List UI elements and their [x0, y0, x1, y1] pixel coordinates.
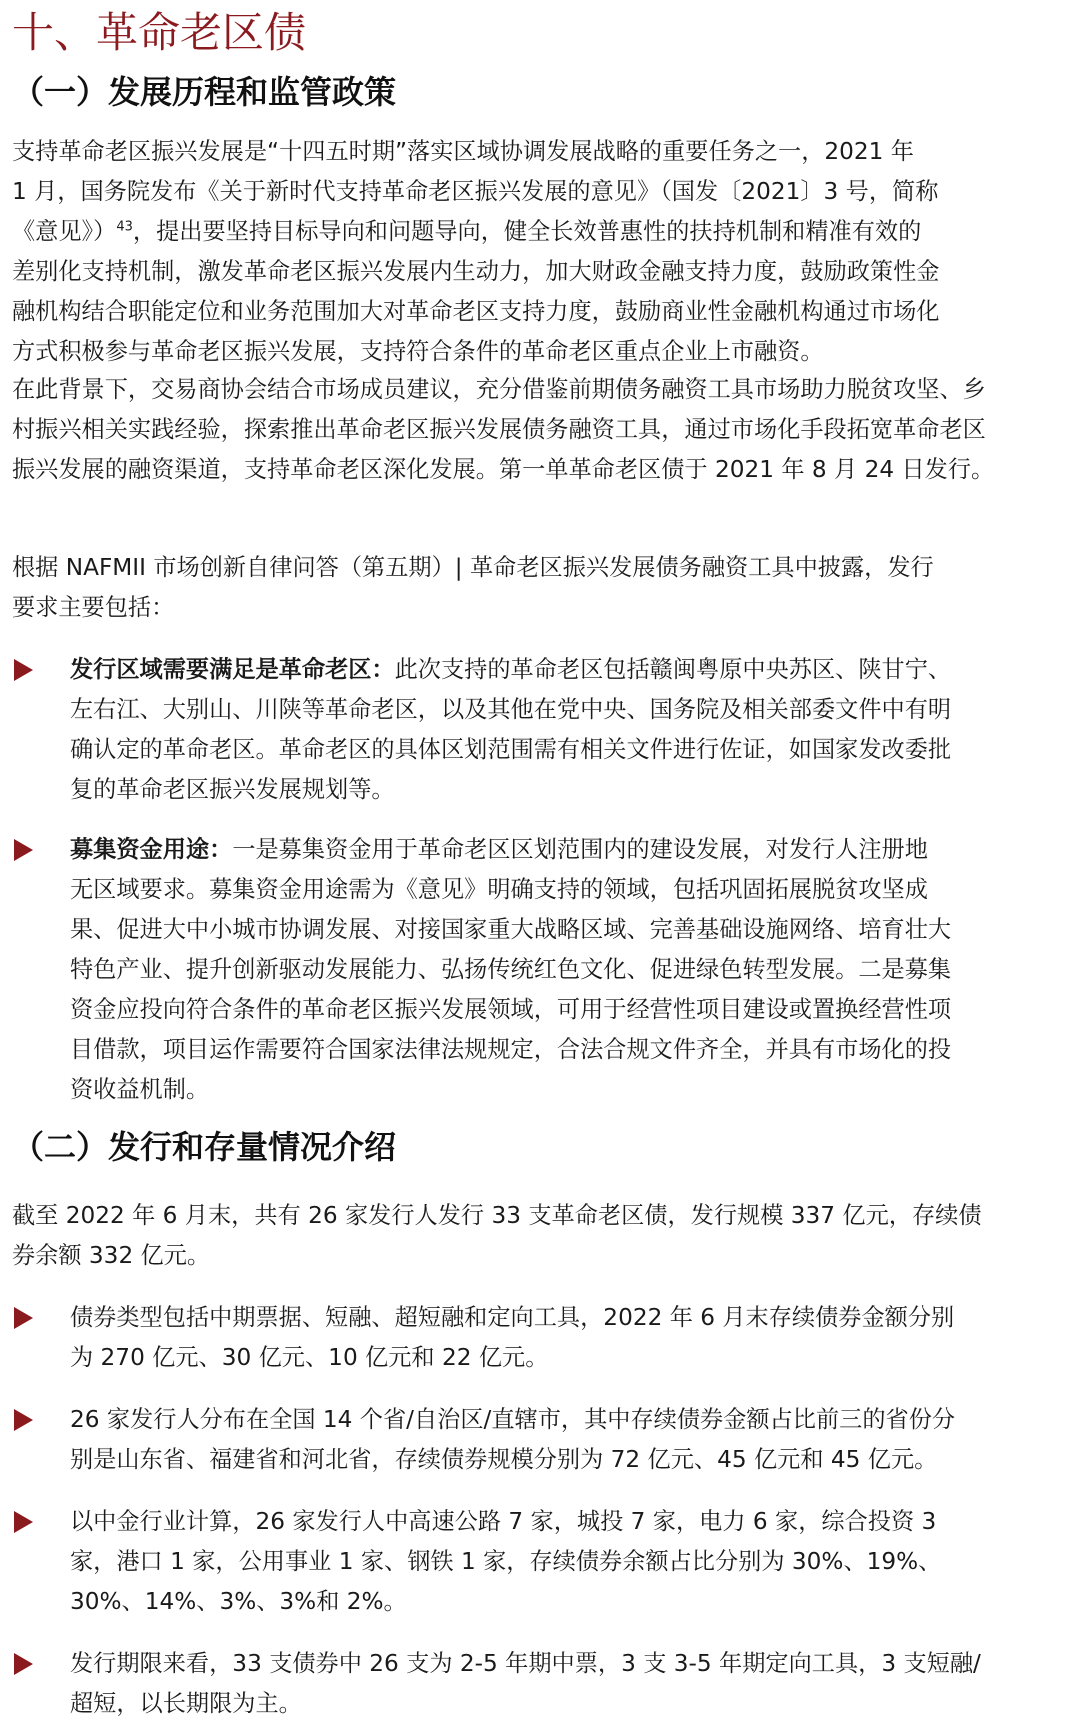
bullet-arrow-icon	[14, 1307, 33, 1329]
text-line: 资收益机制。	[70, 1076, 210, 1103]
text-fragment: ，提出要坚持目标导向和问题导向，健全长效普惠性的扶持机制和精准有效的	[132, 218, 922, 245]
text-fragment: 此次支持的革命老区包括赣闽粤原中央苏区、陕甘宁、	[394, 656, 952, 683]
text-line: 券余额 332 亿元。	[12, 1242, 211, 1269]
section1-paragraph-2	[12, 370, 1072, 490]
bullet-arrow-icon	[14, 659, 33, 681]
bullet-text	[70, 1298, 1080, 1378]
bullet-arrow-icon	[14, 1409, 33, 1431]
text-line: 方式积极参与革命老区振兴发展，支持符合条件的革命老区重点企业上市融资。	[12, 338, 824, 365]
text-line: 发行期限来看，33 支债券中 26 支为 2-5 年期中票，3 支 3-5 年期定向工具，3 支短融/	[70, 1650, 981, 1677]
text-line: 村振兴相关实践经验，探索推出革命老区振兴发展债务融资工具，通过市场化手段拓宽革命老区	[12, 416, 986, 443]
text-line: 复的革命老区振兴发展规划等。	[70, 776, 395, 803]
text-line: 资金应投向符合条件的革命老区振兴发展领域，可用于经营性项目建设或置换经营性项	[70, 996, 952, 1023]
section1-paragraph-1	[12, 132, 1072, 372]
text-line: 超短，以长期限为主。	[70, 1690, 302, 1717]
text-line: 融机构结合职能定位和业务范围加大对革命老区支持力度，鼓励商业性金融机构通过市场化	[12, 298, 940, 325]
text-line: 确认定的革命老区。革命老区的具体区划范围需有相关文件进行佐证，如国家发改委批	[70, 736, 952, 763]
section2-heading: （二）发行和存量情况介绍	[12, 1128, 397, 1166]
text-line: 30%、14%、3%、3%和 2%。	[70, 1588, 407, 1615]
bullet-arrow-icon	[14, 839, 33, 861]
text-line: 特色产业、提升创新驱动发展能力、弘扬传统红色文化、促进绿色转型发展。二是募集	[70, 956, 952, 983]
footnote-ref[interactable]: 43	[116, 219, 133, 235]
text-line: 1 月，国务院发布《关于新时代支持革命老区振兴发展的意见》（国发〔2021〕3 号，简称	[12, 178, 939, 205]
text-fragment: 《意见》）	[12, 218, 117, 245]
text-line	[70, 650, 1080, 690]
bullet-text	[70, 1644, 1080, 1724]
text-line: 果、促进大中小城市协调发展、对接国家重大战略区域、完善基础设施网络、培育壮大	[70, 916, 952, 943]
text-line: 26 家发行人分布在全国 14 个省/自治区/直辖市，其中存续债券金额占比前三的省份分	[70, 1406, 956, 1433]
text-line: 左右江、大别山、川陕等革命老区，以及其他在党中央、国务院及相关部委文件中有明	[70, 696, 952, 723]
bullet-text	[70, 1400, 1080, 1480]
section1-heading: （一）发展历程和监管政策	[12, 73, 397, 111]
bullet-label: 发行区域需要满足是革命老区：	[70, 656, 395, 683]
text-line: 目借款，项目运作需要符合国家法律法规规定，合法合规文件齐全，并具有市场化的投	[70, 1036, 952, 1063]
text-line	[12, 212, 1072, 252]
text-line: 振兴发展的融资渠道，支持革命老区深化发展。第一单革命老区债于 2021 年 8 月 24 日发行。	[12, 456, 995, 483]
bullet-label: 募集资金用途：	[70, 836, 233, 863]
chapter-title: 十、革命老区债	[12, 8, 307, 57]
text-line: 债券类型包括中期票据、短融、超短融和定向工具，2022 年 6 月末存续债券金额分别	[70, 1304, 955, 1331]
text-line: 家，港口 1 家，公用事业 1 家、钢铁 1 家，存续债券余额占比分别为 30%、19%、	[70, 1548, 942, 1575]
text-line: 以中金行业计算，26 家发行人中高速公路 7 家，城投 7 家，电力 6 家，综合投资 3	[70, 1508, 937, 1535]
section1-paragraph-3	[12, 548, 1072, 628]
text-line: 无区域要求。募集资金用途需为《意见》明确支持的领域，包括巩固拓展脱贫攻坚成	[70, 876, 928, 903]
text-line	[70, 830, 1080, 870]
bullet-text	[70, 830, 1080, 1110]
text-line: 要求主要包括：	[12, 594, 175, 621]
text-line: 差别化支持机制，激发革命老区振兴发展内生动力，加大财政金融支持力度，鼓励政策性金	[12, 258, 940, 285]
bullet-text	[70, 1502, 1080, 1622]
bullet-text	[70, 650, 1080, 810]
text-line: 在此背景下，交易商协会结合市场成员建议，充分借鉴前期债务融资工具市场助力脱贫攻坚、乡	[12, 376, 986, 403]
text-line: 根据 NAFMII 市场创新自律问答（第五期）| 革命老区振兴发展债务融资工具中披露，发行	[12, 554, 934, 581]
section2-paragraph-1	[12, 1196, 1072, 1276]
text-line: 截至 2022 年 6 月末，共有 26 家发行人发行 33 支革命老区债，发行规模 337 亿元，存续债	[12, 1202, 982, 1229]
text-line: 为 270 亿元、30 亿元、10 亿元和 22 亿元。	[70, 1344, 549, 1371]
bullet-arrow-icon	[14, 1511, 33, 1533]
text-fragment: 一是募集资金用于革命老区区划范围内的建设发展，对发行人注册地	[232, 836, 928, 863]
bullet-arrow-icon	[14, 1653, 33, 1675]
text-line: 别是山东省、福建省和河北省，存续债券规模分别为 72 亿元、45 亿元和 45 亿元。	[70, 1446, 938, 1473]
text-line: 支持革命老区振兴发展是“十四五时期”落实区域协调发展战略的重要任务之一，2021 年	[12, 138, 914, 165]
